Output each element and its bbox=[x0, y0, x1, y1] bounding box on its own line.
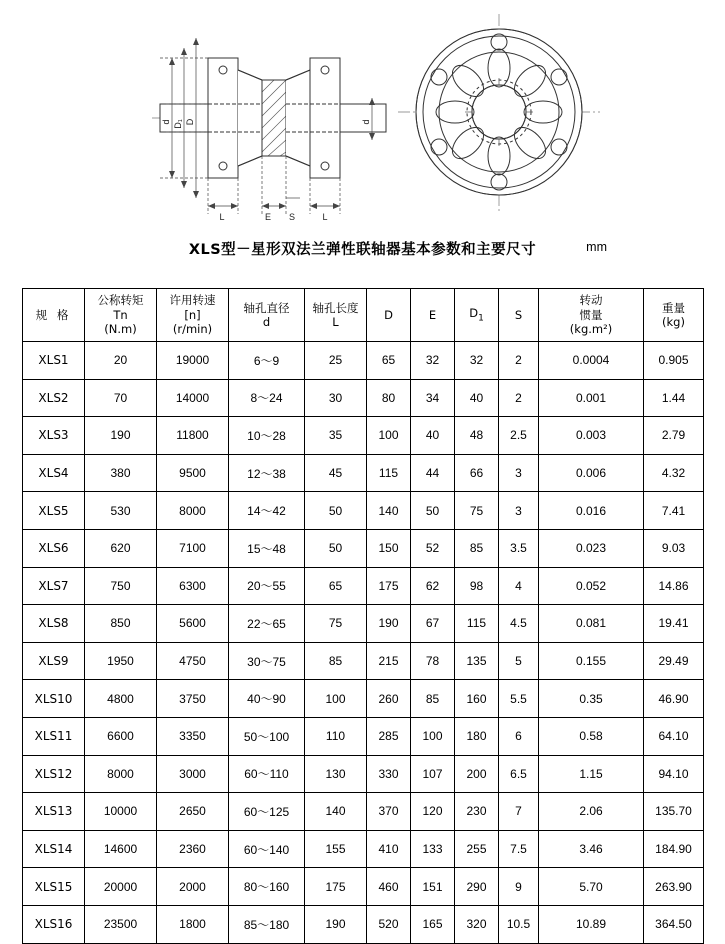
cell-torque: 23500 bbox=[85, 905, 157, 943]
cell-E: 107 bbox=[411, 755, 455, 793]
cell-spec: XLS3 bbox=[23, 417, 85, 455]
technical-drawing bbox=[0, 0, 725, 232]
cell-bore-l: 50 bbox=[305, 492, 367, 530]
cell-speed: 9500 bbox=[157, 454, 229, 492]
cell-inertia: 0.155 bbox=[539, 642, 644, 680]
cell-D: 80 bbox=[367, 379, 411, 417]
drawing-label-S: S bbox=[288, 212, 296, 222]
cell-weight: 94.10 bbox=[644, 755, 704, 793]
cell-S: 6 bbox=[499, 717, 539, 755]
table-row bbox=[23, 905, 704, 943]
table-header-row bbox=[23, 289, 704, 342]
cell-E: 34 bbox=[411, 379, 455, 417]
cell-spec: XLS9 bbox=[23, 642, 85, 680]
cell-torque: 20 bbox=[85, 342, 157, 380]
cell-inertia: 10.89 bbox=[539, 905, 644, 943]
cell-bore-l: 140 bbox=[305, 793, 367, 831]
cell-speed: 3750 bbox=[157, 680, 229, 718]
cell-speed: 14000 bbox=[157, 379, 229, 417]
cell-E: 133 bbox=[411, 830, 455, 868]
cell-bore-l: 45 bbox=[305, 454, 367, 492]
cell-torque: 6600 bbox=[85, 717, 157, 755]
cell-torque: 530 bbox=[85, 492, 157, 530]
cell-bore-l: 50 bbox=[305, 529, 367, 567]
column-header-weight: 重量 (kg) bbox=[644, 289, 704, 342]
cell-S: 2 bbox=[499, 342, 539, 380]
cell-weight: 184.90 bbox=[644, 830, 704, 868]
table-row bbox=[23, 868, 704, 906]
cell-torque: 70 bbox=[85, 379, 157, 417]
cell-torque: 850 bbox=[85, 605, 157, 643]
cell-bore-d: 60～125 bbox=[229, 793, 305, 831]
table-row bbox=[23, 605, 704, 643]
cell-inertia: 0.0004 bbox=[539, 342, 644, 380]
cell-bore-l: 155 bbox=[305, 830, 367, 868]
cell-weight: 29.49 bbox=[644, 642, 704, 680]
cell-S: 10.5 bbox=[499, 905, 539, 943]
cell-E: 165 bbox=[411, 905, 455, 943]
drawing-label-E: E bbox=[264, 212, 272, 222]
cell-bore-l: 65 bbox=[305, 567, 367, 605]
column-header-E: E bbox=[411, 289, 455, 342]
cell-speed: 7100 bbox=[157, 529, 229, 567]
unit-label: mm bbox=[586, 240, 607, 254]
cell-bore-l: 30 bbox=[305, 379, 367, 417]
table-row bbox=[23, 717, 704, 755]
table-row bbox=[23, 342, 704, 380]
cell-D: 100 bbox=[367, 417, 411, 455]
cell-bore-d: 30～75 bbox=[229, 642, 305, 680]
cell-weight: 1.44 bbox=[644, 379, 704, 417]
table-row bbox=[23, 529, 704, 567]
cell-S: 5 bbox=[499, 642, 539, 680]
drawing-label-d-right: d bbox=[361, 119, 371, 125]
drawing-label-L-left: L bbox=[219, 212, 225, 222]
cell-D1: 85 bbox=[455, 529, 499, 567]
cell-bore-l: 110 bbox=[305, 717, 367, 755]
cell-spec: XLS12 bbox=[23, 755, 85, 793]
drawing-label-d: d bbox=[161, 119, 171, 125]
cell-bore-d: 60～140 bbox=[229, 830, 305, 868]
cell-D1: 255 bbox=[455, 830, 499, 868]
cell-spec: XLS14 bbox=[23, 830, 85, 868]
cell-D: 460 bbox=[367, 868, 411, 906]
table-row bbox=[23, 830, 704, 868]
drawing-label-D: D bbox=[185, 118, 195, 126]
cell-bore-l: 100 bbox=[305, 680, 367, 718]
cell-bore-l: 35 bbox=[305, 417, 367, 455]
cell-torque: 190 bbox=[85, 417, 157, 455]
cell-E: 151 bbox=[411, 868, 455, 906]
cell-D1: 290 bbox=[455, 868, 499, 906]
cell-D1: 115 bbox=[455, 605, 499, 643]
cell-inertia: 0.052 bbox=[539, 567, 644, 605]
cell-spec: XLS15 bbox=[23, 868, 85, 906]
cell-speed: 2360 bbox=[157, 830, 229, 868]
cell-bore-d: 10～28 bbox=[229, 417, 305, 455]
cell-bore-d: 80～160 bbox=[229, 868, 305, 906]
column-header-bore-length: 轴孔长度 L bbox=[305, 289, 367, 342]
cell-spec: XLS16 bbox=[23, 905, 85, 943]
cell-weight: 135.70 bbox=[644, 793, 704, 831]
cell-speed: 11800 bbox=[157, 417, 229, 455]
cell-bore-d: 22～65 bbox=[229, 605, 305, 643]
cell-S: 2.5 bbox=[499, 417, 539, 455]
cell-E: 32 bbox=[411, 342, 455, 380]
cell-inertia: 2.06 bbox=[539, 793, 644, 831]
cell-D1: 135 bbox=[455, 642, 499, 680]
cell-torque: 8000 bbox=[85, 755, 157, 793]
spec-table-container bbox=[22, 288, 703, 944]
cell-S: 3 bbox=[499, 492, 539, 530]
cell-E: 40 bbox=[411, 417, 455, 455]
cell-D: 150 bbox=[367, 529, 411, 567]
cell-S: 4.5 bbox=[499, 605, 539, 643]
column-header-spec: 规 格 bbox=[23, 289, 85, 342]
cell-spec: XLS6 bbox=[23, 529, 85, 567]
cell-spec: XLS11 bbox=[23, 717, 85, 755]
cell-S: 7.5 bbox=[499, 830, 539, 868]
cell-E: 44 bbox=[411, 454, 455, 492]
cell-bore-d: 6～9 bbox=[229, 342, 305, 380]
table-row bbox=[23, 642, 704, 680]
cell-speed: 5600 bbox=[157, 605, 229, 643]
cell-spec: XLS4 bbox=[23, 454, 85, 492]
cell-D1: 66 bbox=[455, 454, 499, 492]
cell-S: 7 bbox=[499, 793, 539, 831]
cell-speed: 4750 bbox=[157, 642, 229, 680]
table-row bbox=[23, 492, 704, 530]
cell-E: 85 bbox=[411, 680, 455, 718]
cell-torque: 620 bbox=[85, 529, 157, 567]
cell-D1: 320 bbox=[455, 905, 499, 943]
cell-D1: 180 bbox=[455, 717, 499, 755]
cell-torque: 1950 bbox=[85, 642, 157, 680]
cell-D: 330 bbox=[367, 755, 411, 793]
cell-speed: 6300 bbox=[157, 567, 229, 605]
cell-weight: 7.41 bbox=[644, 492, 704, 530]
cell-spec: XLS13 bbox=[23, 793, 85, 831]
cell-S: 3 bbox=[499, 454, 539, 492]
cell-bore-d: 60～110 bbox=[229, 755, 305, 793]
cell-spec: XLS2 bbox=[23, 379, 85, 417]
cell-bore-d: 20～55 bbox=[229, 567, 305, 605]
cell-inertia: 0.35 bbox=[539, 680, 644, 718]
drawing-label-L-right: L bbox=[322, 212, 328, 222]
cell-torque: 750 bbox=[85, 567, 157, 605]
cell-D: 215 bbox=[367, 642, 411, 680]
table-row bbox=[23, 567, 704, 605]
cell-bore-d: 50～100 bbox=[229, 717, 305, 755]
column-header-inertia: 转动 惯量 (kg.m²) bbox=[539, 289, 644, 342]
cell-D: 115 bbox=[367, 454, 411, 492]
cell-S: 2 bbox=[499, 379, 539, 417]
cell-weight: 4.32 bbox=[644, 454, 704, 492]
cell-D: 190 bbox=[367, 605, 411, 643]
cell-speed: 8000 bbox=[157, 492, 229, 530]
cell-weight: 9.03 bbox=[644, 529, 704, 567]
cell-D1: 75 bbox=[455, 492, 499, 530]
cell-D: 260 bbox=[367, 680, 411, 718]
drawing-label-D1: D₁ bbox=[173, 119, 183, 129]
table-row bbox=[23, 755, 704, 793]
cell-torque: 20000 bbox=[85, 868, 157, 906]
cell-D: 410 bbox=[367, 830, 411, 868]
spec-table bbox=[22, 288, 704, 944]
cell-inertia: 0.016 bbox=[539, 492, 644, 530]
cell-weight: 64.10 bbox=[644, 717, 704, 755]
cell-D1: 40 bbox=[455, 379, 499, 417]
table-row bbox=[23, 454, 704, 492]
cell-weight: 263.90 bbox=[644, 868, 704, 906]
cell-bore-l: 25 bbox=[305, 342, 367, 380]
cell-D: 285 bbox=[367, 717, 411, 755]
cell-E: 62 bbox=[411, 567, 455, 605]
cell-D1: 98 bbox=[455, 567, 499, 605]
cell-bore-d: 85～180 bbox=[229, 905, 305, 943]
column-header-S: S bbox=[499, 289, 539, 342]
cell-E: 67 bbox=[411, 605, 455, 643]
cell-S: 9 bbox=[499, 868, 539, 906]
cell-inertia: 1.15 bbox=[539, 755, 644, 793]
cell-speed: 19000 bbox=[157, 342, 229, 380]
table-title-row bbox=[0, 232, 725, 266]
cell-weight: 14.86 bbox=[644, 567, 704, 605]
cell-bore-d: 40～90 bbox=[229, 680, 305, 718]
cell-inertia: 0.58 bbox=[539, 717, 644, 755]
cell-speed: 2650 bbox=[157, 793, 229, 831]
cell-E: 50 bbox=[411, 492, 455, 530]
column-header-D1: $D_1$ bbox=[455, 289, 499, 342]
coupling-drawing-svg bbox=[0, 0, 725, 232]
cell-spec: XLS1 bbox=[23, 342, 85, 380]
cell-bore-l: 190 bbox=[305, 905, 367, 943]
table-row bbox=[23, 417, 704, 455]
column-header-allowable-speed: 许用转速 [n] (r/min) bbox=[157, 289, 229, 342]
cell-spec: XLS5 bbox=[23, 492, 85, 530]
cell-weight: 0.905 bbox=[644, 342, 704, 380]
cell-D1: 200 bbox=[455, 755, 499, 793]
cell-spec: XLS10 bbox=[23, 680, 85, 718]
cell-inertia: 0.023 bbox=[539, 529, 644, 567]
cell-D1: 32 bbox=[455, 342, 499, 380]
cell-bore-l: 85 bbox=[305, 642, 367, 680]
column-header-D: D bbox=[367, 289, 411, 342]
cell-E: 120 bbox=[411, 793, 455, 831]
cell-torque: 380 bbox=[85, 454, 157, 492]
table-body bbox=[23, 342, 704, 944]
cell-bore-d: 14～42 bbox=[229, 492, 305, 530]
cell-weight: 46.90 bbox=[644, 680, 704, 718]
cell-speed: 3000 bbox=[157, 755, 229, 793]
cell-speed: 2000 bbox=[157, 868, 229, 906]
cell-torque: 10000 bbox=[85, 793, 157, 831]
cell-S: 6.5 bbox=[499, 755, 539, 793]
cell-bore-d: 8～24 bbox=[229, 379, 305, 417]
cell-inertia: 0.081 bbox=[539, 605, 644, 643]
cell-inertia: 5.70 bbox=[539, 868, 644, 906]
cell-D: 175 bbox=[367, 567, 411, 605]
cell-bore-d: 15～48 bbox=[229, 529, 305, 567]
cell-D: 520 bbox=[367, 905, 411, 943]
cell-D1: 160 bbox=[455, 680, 499, 718]
column-header-nominal-torque: 公称转矩 Tn (N.m) bbox=[85, 289, 157, 342]
cell-spec: XLS8 bbox=[23, 605, 85, 643]
cell-D: 370 bbox=[367, 793, 411, 831]
cell-D: 140 bbox=[367, 492, 411, 530]
cell-torque: 4800 bbox=[85, 680, 157, 718]
cell-speed: 1800 bbox=[157, 905, 229, 943]
cell-speed: 3350 bbox=[157, 717, 229, 755]
cell-inertia: 0.006 bbox=[539, 454, 644, 492]
cell-D: 65 bbox=[367, 342, 411, 380]
cell-spec: XLS7 bbox=[23, 567, 85, 605]
cell-weight: 2.79 bbox=[644, 417, 704, 455]
cell-bore-l: 75 bbox=[305, 605, 367, 643]
table-row bbox=[23, 793, 704, 831]
table-row bbox=[23, 379, 704, 417]
cell-torque: 14600 bbox=[85, 830, 157, 868]
cell-D1: 230 bbox=[455, 793, 499, 831]
cell-inertia: 0.003 bbox=[539, 417, 644, 455]
cell-S: 5.5 bbox=[499, 680, 539, 718]
cell-weight: 19.41 bbox=[644, 605, 704, 643]
page-title: XLS型－星形双法兰弹性联轴器基本参数和主要尺寸 bbox=[188, 242, 537, 258]
cell-E: 100 bbox=[411, 717, 455, 755]
cell-E: 78 bbox=[411, 642, 455, 680]
table-row bbox=[23, 680, 704, 718]
cell-bore-d: 12～38 bbox=[229, 454, 305, 492]
cell-inertia: 3.46 bbox=[539, 830, 644, 868]
cell-S: 3.5 bbox=[499, 529, 539, 567]
cell-D1: 48 bbox=[455, 417, 499, 455]
cell-bore-l: 130 bbox=[305, 755, 367, 793]
column-header-bore-diameter: 轴孔直径 d bbox=[229, 289, 305, 342]
cell-S: 4 bbox=[499, 567, 539, 605]
cell-weight: 364.50 bbox=[644, 905, 704, 943]
cell-inertia: 0.001 bbox=[539, 379, 644, 417]
cell-E: 52 bbox=[411, 529, 455, 567]
cell-bore-l: 175 bbox=[305, 868, 367, 906]
